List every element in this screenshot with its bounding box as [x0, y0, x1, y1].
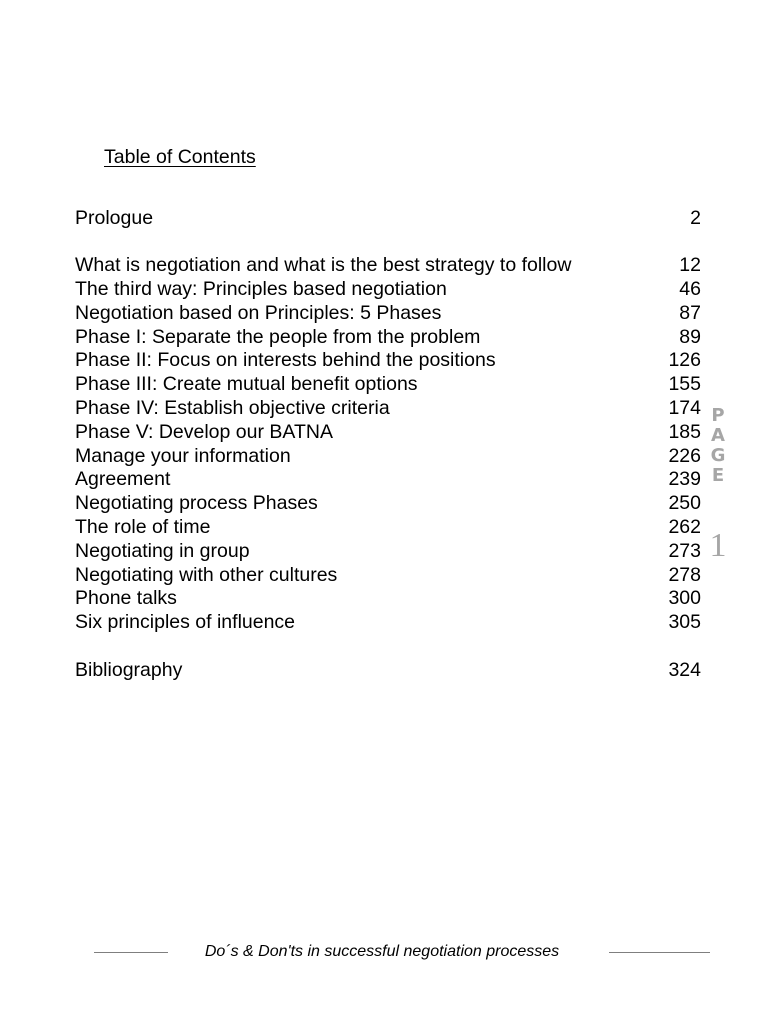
toc-entry — [75, 278, 701, 302]
toc-entry — [75, 492, 701, 516]
toc-entry-page: 12 — [679, 254, 701, 277]
toc-entry-page: 273 — [668, 539, 701, 562]
page-marker-letter: P — [711, 405, 725, 426]
toc-entry — [75, 540, 701, 564]
toc-entry-page: 155 — [668, 373, 701, 396]
page-marker-letter: A — [711, 425, 725, 446]
toc-entry — [75, 349, 701, 373]
toc-entry — [75, 564, 701, 588]
toc-entry-title: Negotiating in group — [75, 539, 250, 562]
toc-entry — [75, 397, 701, 421]
toc-entry-page: 174 — [668, 397, 701, 420]
toc-entry — [75, 516, 701, 540]
footer-rule-right — [609, 952, 710, 953]
toc-entry-page: 87 — [679, 301, 701, 324]
toc-entry-title: Six principles of influence — [75, 611, 296, 634]
page-number: 1 — [709, 527, 727, 564]
page-marker-letter: G — [710, 445, 726, 466]
toc-entry — [75, 587, 701, 611]
toc-entry — [75, 468, 701, 492]
toc-entry-page: 250 — [668, 492, 701, 515]
toc-entry-title: Agreement — [75, 468, 171, 491]
toc-entry-title: Phone talks — [75, 587, 177, 610]
toc-entry-page: 2 — [690, 207, 701, 229]
toc-entry — [75, 421, 701, 445]
toc-entry-page: 239 — [668, 468, 701, 491]
toc-entry-title: Phase III: Create mutual benefit options — [75, 373, 418, 396]
toc-entry — [75, 254, 701, 278]
toc-entry-page: 278 — [668, 563, 701, 586]
toc-entry-title: Manage your information — [75, 444, 291, 467]
toc-entry-page: 185 — [668, 420, 701, 443]
toc-entry-title: Phase II: Focus on interests behind the positions — [75, 349, 496, 372]
toc-entry-title: Prologue — [75, 207, 154, 229]
toc-entry-page: 89 — [679, 325, 701, 348]
toc-entry-title: Phase I: Separate the people from the problem — [75, 325, 481, 348]
toc-list — [75, 207, 701, 682]
toc-entry-title: Phase IV: Establish objective criteria — [75, 397, 390, 420]
toc-entry-title: Negotiation based on Principles: 5 Phases — [75, 301, 442, 324]
toc-entry — [75, 326, 701, 350]
toc-entry-title: Bibliography — [75, 658, 183, 681]
toc-entry — [75, 302, 701, 326]
toc-entry-page: 324 — [668, 658, 701, 681]
toc-entry — [75, 611, 701, 635]
footer-rule-left — [94, 952, 168, 953]
toc-entry — [75, 445, 701, 469]
toc-entry-title: Negotiating with other cultures — [75, 563, 338, 586]
toc-entry — [75, 207, 701, 231]
toc-entry-page: 305 — [668, 611, 701, 634]
toc-entry-title: What is negotiation and what is the best strategy to follow — [75, 254, 572, 277]
toc-entry-page: 262 — [668, 516, 701, 539]
toc-entry-title: The third way: Principles based negotiation — [75, 278, 447, 301]
page-marker — [706, 406, 730, 486]
toc-entry-page: 126 — [668, 349, 701, 372]
toc-entry — [75, 373, 701, 397]
toc-entry — [75, 659, 701, 683]
toc-entry-title: Phase V: Develop our BATNA — [75, 420, 333, 443]
toc-entry-page: 226 — [668, 444, 701, 467]
toc-entry-title: Negotiating process Phases — [75, 492, 318, 515]
toc-title: Table of Contents — [104, 146, 256, 168]
page-marker-letter: E — [711, 465, 725, 486]
toc-entry-page: 300 — [668, 587, 701, 610]
toc-entry-title: The role of time — [75, 516, 211, 539]
footer-text: Do´s & Don'ts in successful negotiation processes — [204, 943, 560, 960]
toc-entry-page: 46 — [679, 278, 701, 301]
